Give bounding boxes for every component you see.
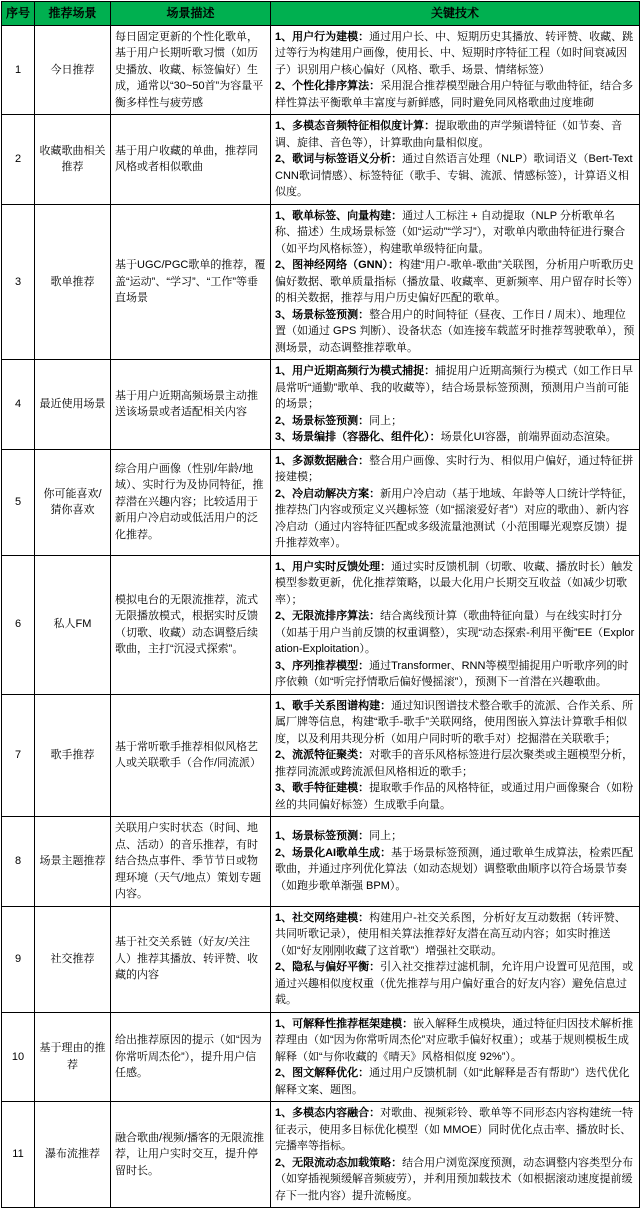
row-scene-cell: 基于理由的推荐: [35, 1012, 111, 1102]
row-tech-cell: [271, 694, 640, 817]
tech-item: [275, 747, 635, 780]
row-tech-cell: [271, 1102, 640, 1208]
table-row: [2, 817, 640, 907]
tech-item-text: 通过用户长、中、短期历史其播放、转评赞、收藏、跳过等行为构建用户画像，使用长、中、短期时序特征工程（如时间衰减因子）识别用户核心偏好（风格、歌手、场景、情绪标签）: [275, 30, 634, 76]
row-number-cell: 6: [2, 555, 35, 694]
tech-item-text: 引入社交推荐过滤机制，允许用户设置可见范围，或通过兴趣相似度权重（优先推荐与用户偏好重合的好友内容）避免信息过载。: [275, 961, 634, 1006]
row-tech-cell: [271, 1012, 640, 1102]
row-number-cell: 11: [2, 1102, 35, 1208]
row-scene-cell: 歌单推荐: [35, 204, 111, 360]
tech-item: [275, 1016, 635, 1066]
tech-item-text: 通过自然语言处理（NLP）歌词语义（Bert-TextCNN歌词情感）、标签特征（歌手、专辑、流派、情感标签），计算语义相似度。: [275, 153, 633, 198]
tech-item-text: 构建用户-社交关系图，分析好友互动数据（转评赞、共同听歌记录），使用相关算法推荐好友潜在高互动内容；如实时推送（如“好友刚刚收藏了这首歌”）增强社交联动。: [275, 911, 626, 957]
tech-item: [275, 151, 635, 201]
row-description-cell: 基于常听歌手推荐相似风格艺人或关联歌手（合作/同流派）: [111, 694, 271, 817]
row-tech-cell: [271, 25, 640, 115]
table-row: [2, 360, 640, 450]
tech-item: [275, 208, 635, 258]
tech-item-label: 1、歌手关系图谱构建：: [275, 699, 392, 712]
row-description-cell: 关联用户实时状态（时间、地点、活动）的音乐推荐，有时结合热点事件、季节节日或物理环境（天气/地点）策划专题内容。: [111, 817, 271, 907]
row-number-cell: 4: [2, 360, 35, 450]
tech-item: [275, 559, 635, 609]
table-row: [2, 694, 640, 817]
tech-item-text: 结合用户浏览深度预测，动态调整内容类型分布（如穿插视频缓解音频疲劳），并利用预加载技术（如根据滚动速度提前缓存下一批内容）提升流畅度。: [275, 1156, 634, 1202]
header-cell-no: 序号: [2, 2, 35, 26]
row-tech-cell: [271, 906, 640, 1012]
tech-item: [275, 78, 635, 111]
row-tech-cell: [271, 115, 640, 205]
tech-item-label: 1、场景标签预测：: [275, 830, 370, 843]
tech-item-text: 通过知识图谱技术整合歌手的流派、合作关系、所属厂牌等信息，构建“歌手-歌手”关联网络，使用图嵌入算法计算歌手相似度，以及利用共现分析（如用户同时听的歌手对）挖掘潜在关联歌手；: [275, 699, 634, 745]
tech-item: [275, 828, 635, 845]
table-header: [2, 2, 640, 26]
row-number-cell: 9: [2, 906, 35, 1012]
tech-item-text: 通过用户反馈机制（如“此解释是否有帮助”）迭代优化解释文案、题图。: [275, 1067, 630, 1096]
tech-item: [275, 959, 635, 1009]
table-row: [2, 204, 640, 360]
tech-item: [275, 780, 635, 813]
table-row: [2, 1012, 640, 1102]
tech-item-text: 对歌手的音乐风格标签进行层次聚类或主题模型分析，推荐同流派或跨流派但风格相近的歌手；: [275, 749, 634, 778]
tech-item: [275, 429, 635, 446]
tech-item-text: 结合离线预计算（歌曲特征向量）与在线实时打分（如基于用户当前反馈的权重调整），实现“动态探索-利用平衡”EE（Exploration-Exploitation）。: [275, 610, 635, 655]
tech-item-text: 同上；: [369, 830, 403, 843]
table-row: [2, 906, 640, 1012]
row-description-cell: 每日固定更新的个性化歌单，基于用户长期听歌习惯（如历史播放、收藏、标签偏好）生成，通常以“30~50首”为容量平衡多样性与疲劳感: [111, 25, 271, 115]
tech-item-text: 通过实时反馈机制（切歌、收藏、播放时长）触发模型参数更新，优化推荐策略，以最大化用户长期交互收益（如减少切歌率）；: [275, 560, 634, 606]
row-number-cell: 3: [2, 204, 35, 360]
row-number-cell: 10: [2, 1012, 35, 1102]
tech-item-label: 1、可解释性推荐框架建模：: [275, 1017, 414, 1030]
tech-item-label: 2、图文解释优化：: [275, 1067, 370, 1079]
tech-item: [275, 118, 635, 151]
tech-item-text: 对歌曲、视频彩铃、歌单等不同形态内容构建统一特征表示，使用多目标优化模型（如 MMOE）同时优化点击率、播放时长、完播率等指标。: [275, 1107, 634, 1152]
tech-item: [275, 1065, 635, 1098]
row-scene-cell: 社交推荐: [35, 906, 111, 1012]
recommendation-scenarios-table: [1, 1, 640, 1208]
tech-item-label: 2、图神经网络（GNN）：: [275, 259, 400, 271]
tech-item: [275, 363, 635, 413]
row-tech-cell: [271, 817, 640, 907]
tech-item-text: 整合用户画像、实时行为、相似用户偏好，通过特征拼接建模；: [275, 454, 634, 483]
row-scene-cell: 今日推荐: [35, 25, 111, 115]
row-number-cell: 5: [2, 449, 35, 555]
row-scene-cell: 私人FM: [35, 555, 111, 694]
tech-item: [275, 486, 635, 552]
tech-item-text: 捕捉用户近期高频行为模式（如工作日早晨常听“通勤”歌单、我的收藏等），结合场景标签预测，预测用户当前可能的场景；: [275, 365, 634, 410]
row-description-cell: 给出推荐原因的提示（如“因为你常听周杰伦”），提升用户信任感。: [111, 1012, 271, 1102]
row-scene-cell: 收藏歌曲相关推荐: [35, 115, 111, 205]
tech-item: [275, 307, 635, 357]
tech-item-text: 提取歌曲的声学频谱特征（如节奏、音调、旋律、音色等），计算歌曲向量相似度。: [275, 120, 623, 149]
tech-item-label: 3、场景编排（容器化、组件化）：: [275, 431, 441, 443]
tech-item-label: 1、多源数据融合：: [275, 454, 370, 467]
row-number-cell: 8: [2, 817, 35, 907]
tech-item-label: 2、无限流动态加载策略：: [275, 1156, 403, 1169]
tech-item-text: 通过人工标注 + 自动提取（NLP 分析歌单名称、描述）生成场景标签（如“运动”“学习”），对歌单内歌曲特征进行聚合（如平均风格标签），构建歌单级特征向量。: [275, 209, 626, 255]
row-scene-cell: 最近使用场景: [35, 360, 111, 450]
tech-item-label: 2、歌词与标签语义分析：: [275, 153, 403, 165]
header-cell-desc: 场景描述: [111, 2, 271, 26]
tech-item-label: 2、个性化排序算法：: [275, 80, 381, 92]
tech-item: [275, 608, 635, 658]
tech-item: [275, 453, 635, 486]
tech-item: [275, 845, 635, 895]
tech-item: [275, 1155, 635, 1205]
row-number-cell: 1: [2, 25, 35, 115]
row-description-cell: 基于用户近期高频场景主动推送该场景或者适配相关内容: [111, 360, 271, 450]
tech-item-label: 1、用户实时反馈处理：: [275, 560, 392, 573]
header-row: [2, 2, 640, 26]
header-cell-tech: 关键技术: [271, 2, 640, 26]
row-scene-cell: 歌手推荐: [35, 694, 111, 817]
tech-item: [275, 413, 635, 430]
row-description-cell: 基于社交关系链（好友/关注人）推荐其播放、转评赞、收藏的内容: [111, 906, 271, 1012]
row-description-cell: 融合歌曲/视频/播客的无限流推荐，让用户实时交互，提升停留时长。: [111, 1102, 271, 1208]
tech-item: [275, 910, 635, 960]
row-tech-cell: [271, 204, 640, 360]
row-description-cell: 基于用户收藏的单曲，推荐同风格或者相似歌曲: [111, 115, 271, 205]
tech-item-text: 整合用户的时间特征（昼夜、工作日 / 周末）、地理位置（如通过 GPS 判断）、设备状态（如连接车载蓝牙时推荐驾驶歌单），预测场景，动态调整推荐歌单。: [275, 308, 635, 354]
tech-item-label: 1、用户行为建模：: [275, 30, 370, 43]
tech-item: [275, 257, 635, 307]
tech-item-label: 1、社交网络建模：: [275, 911, 370, 924]
row-description-cell: 基于UGC/PGC歌单的推荐，覆盖“运动”、“学习”、“工作”等垂直场景: [111, 204, 271, 360]
tech-item: [275, 29, 635, 79]
row-number-cell: 2: [2, 115, 35, 205]
row-tech-cell: [271, 449, 640, 555]
table-row: [2, 25, 640, 115]
tech-item-label: 1、多模态音频特征相似度计算：: [275, 120, 436, 132]
tech-item-text: 同上；: [369, 414, 403, 427]
row-scene-cell: 场景主题推荐: [35, 817, 111, 907]
tech-item-text: 基于场景标签预测，通过歌单生成算法，检索匹配歌曲，并通过序列优化算法（如动态规划）调整歌曲顺序以符合场景节奏（如跑步歌单渐强 BPM）。: [275, 846, 634, 892]
tech-item: [275, 698, 635, 748]
row-scene-cell: 瀑布流推荐: [35, 1102, 111, 1208]
tech-item: [275, 658, 635, 691]
table-row: [2, 449, 640, 555]
tech-item-label: 2、场景标签预测：: [275, 414, 370, 427]
row-description-cell: 模拟电台的无限流推荐，流式无限播放模式，根据实时反馈（切歌、收藏）动态调整后续歌曲，主打“沉浸式探索”。: [111, 555, 271, 694]
row-tech-cell: [271, 360, 640, 450]
tech-item-label: 2、流派特征聚类：: [275, 749, 370, 761]
tech-item-label: 3、场景标签预测：: [275, 308, 370, 321]
tech-item-label: 1、歌单标签、向量构建：: [275, 209, 403, 222]
tech-item-label: 1、多模态内容融合：: [275, 1107, 381, 1119]
tech-item-label: 3、序列推荐模型：: [275, 659, 370, 672]
tech-item-label: 1、用户近期高频行为模式捕捉：: [275, 365, 436, 377]
tech-item-text: 新用户冷启动（基于地域、年龄等人口统计学特征，推荐热门内容或预定义兴趣标签（如“摇滚爱好者”）对应的歌曲）、新内容冷启动（通过内容特征匹配或多级流量池测试（小范围曝光观察反馈）提升推荐效率）。: [275, 487, 634, 549]
tech-item-text: 通过Transformer、RNN等模型捕捉用户听歌序列的时序依赖（如“听完抒情歌后偏好慢摇滚”），预测下一首潜在兴趣歌曲。: [275, 659, 629, 688]
table-row: [2, 1102, 640, 1208]
tech-item-text: 嵌入解释生成模块，通过特征归因技术解析推荐理由（如“因为你常听周杰伦”对应歌手偏好权重）；或基于规则模板生成解释（如“与你收藏的《晴天》风格相似度 92%”）。: [275, 1017, 634, 1063]
row-number-cell: 7: [2, 694, 35, 817]
table-row: [2, 555, 640, 694]
row-description-cell: 综合用户画像（性别/年龄/地域）、实时行为及协同特征，推荐潜在兴趣内容；比较适用于新用户冷启动或低活用户的泛化推荐。: [111, 449, 271, 555]
tech-item-label: 2、冷启动解决方案：: [275, 487, 381, 500]
table-body: [2, 25, 640, 1208]
row-tech-cell: [271, 555, 640, 694]
tech-item-text: 采用混合推荐模型融合用户特征与歌曲特征，结合多样性算法平衡歌单丰富度与新鲜感，同时避免同风格歌曲过度堆砌: [275, 80, 634, 109]
tech-item-label: 2、无限流排序算法：: [275, 610, 381, 622]
tech-item-text: 构建“用户-歌单-歌曲”关联图，分析用户听歌历史偏好数据、歌单质量指标（播放量、收藏率、更新频率、用户留存时长等）的相关数据，推荐与用户历史偏好匹配的歌单。: [275, 259, 634, 304]
tech-item-label: 2、隐私与偏好平衡：: [275, 961, 381, 973]
tech-item: [275, 1105, 635, 1155]
header-cell-scene: 推荐场景: [35, 2, 111, 26]
table-row: [2, 115, 640, 205]
row-scene-cell: 你可能喜欢/猜你喜欢: [35, 449, 111, 555]
tech-item-label: 2、场景化AI歌单生成：: [275, 846, 392, 859]
tech-item-text: 场景化UI容器，前端界面动态渲染。: [440, 431, 617, 443]
tech-item-label: 3、歌手特征建模：: [275, 782, 370, 794]
tech-item-text: 提取歌手作品的风格特征，或通过用户画像聚合（如粉丝的共同偏好标签）生成歌手向量。: [275, 782, 634, 811]
